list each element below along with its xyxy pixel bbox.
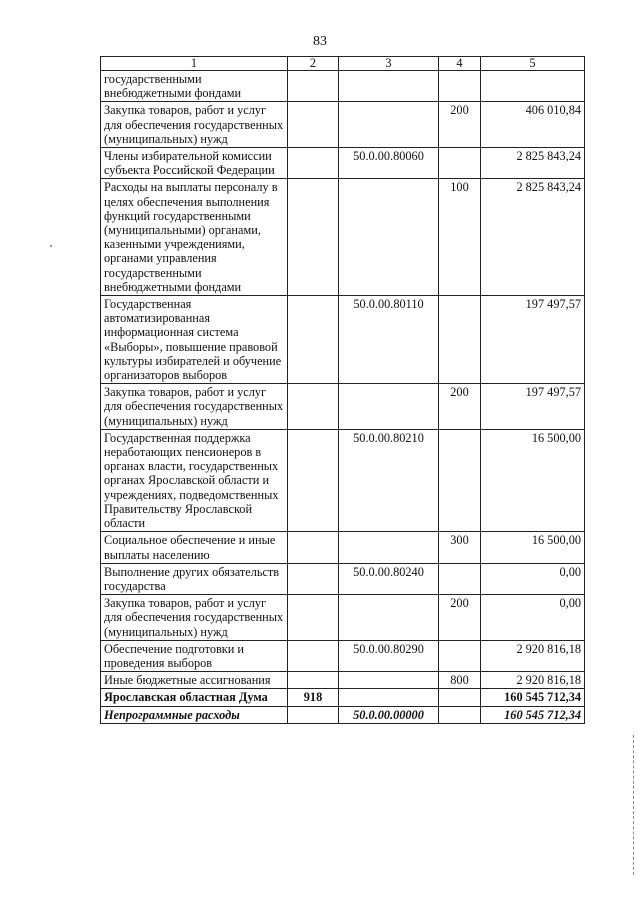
row-amount-cell: 2 920 816,18 [481, 672, 585, 689]
table-row [101, 71, 585, 102]
row-amount-cell: 2 825 843,24 [481, 179, 585, 296]
row-amount-cell: 0,00 [481, 563, 585, 594]
row-amount-cell: 406 010,84 [481, 102, 585, 148]
row-expense-type-cell [439, 706, 481, 723]
scan-edge-mark [631, 735, 634, 875]
row-amount-cell [481, 71, 585, 102]
row-amount-cell: 197 497,57 [481, 384, 585, 430]
budget-table [100, 56, 585, 724]
row-target-article-cell [339, 689, 439, 706]
row-target-article-cell: 50.0.00.00000 [339, 706, 439, 723]
row-target-article-cell [339, 102, 439, 148]
column-header-3: 3 [339, 57, 439, 71]
row-target-article-cell: 50.0.00.80290 [339, 640, 439, 671]
row-name-cell: Ярославская областная Дума [101, 689, 288, 706]
row-target-article-cell: 50.0.00.80210 [339, 429, 439, 531]
row-target-article-cell [339, 532, 439, 563]
row-amount-cell: 160 545 712,34 [481, 689, 585, 706]
row-expense-type-cell: 300 [439, 532, 481, 563]
row-department-code-cell [288, 532, 339, 563]
row-department-code-cell [288, 672, 339, 689]
table-row [101, 595, 585, 641]
row-amount-cell: 16 500,00 [481, 532, 585, 563]
row-expense-type-cell [439, 148, 481, 179]
row-target-article-cell: 50.0.00.80110 [339, 296, 439, 384]
row-department-code-cell: 918 [288, 689, 339, 706]
table-row [101, 706, 585, 723]
row-name-cell: Государственная поддержка неработающих пенсионеров в органах власти, государственных органах Ярославской области и учреждениях, подведомственных Правительству Ярославской области [101, 429, 288, 531]
row-name-cell: Иные бюджетные ассигнования [101, 672, 288, 689]
row-expense-type-cell: 200 [439, 384, 481, 430]
row-name-cell: Расходы на выплаты персоналу в целях обеспечения выполнения функций государственными (муниципальными) органами, казенными учреждениями, органами управления государственными внебюджетными фондами [101, 179, 288, 296]
row-expense-type-cell [439, 640, 481, 671]
row-department-code-cell [288, 71, 339, 102]
table-row [101, 148, 585, 179]
row-expense-type-cell: 200 [439, 102, 481, 148]
column-header-5: 5 [481, 57, 585, 71]
column-header-4: 4 [439, 57, 481, 71]
row-department-code-cell [288, 640, 339, 671]
row-target-article-cell [339, 384, 439, 430]
row-department-code-cell [288, 706, 339, 723]
row-amount-cell: 0,00 [481, 595, 585, 641]
row-expense-type-cell: 200 [439, 595, 481, 641]
header-row [101, 57, 585, 71]
row-department-code-cell [288, 148, 339, 179]
row-amount-cell: 160 545 712,34 [481, 706, 585, 723]
row-target-article-cell [339, 672, 439, 689]
row-department-code-cell [288, 102, 339, 148]
row-expense-type-cell [439, 563, 481, 594]
row-department-code-cell [288, 595, 339, 641]
row-amount-cell: 2 825 843,24 [481, 148, 585, 179]
row-name-cell: Обеспечение подготовки и проведения выборов [101, 640, 288, 671]
row-department-code-cell [288, 384, 339, 430]
row-target-article-cell [339, 71, 439, 102]
row-target-article-cell: 50.0.00.80060 [339, 148, 439, 179]
row-name-cell: Члены избирательной комиссии субъекта Российской Федерации [101, 148, 288, 179]
table-row [101, 429, 585, 531]
row-amount-cell: 2 920 816,18 [481, 640, 585, 671]
row-name-cell: Закупка товаров, работ и услуг для обеспечения государственных (муниципальных) нужд [101, 595, 288, 641]
row-amount-cell: 197 497,57 [481, 296, 585, 384]
row-department-code-cell [288, 179, 339, 296]
row-expense-type-cell [439, 689, 481, 706]
row-expense-type-cell: 800 [439, 672, 481, 689]
table-row [101, 689, 585, 706]
row-target-article-cell: 50.0.00.80240 [339, 563, 439, 594]
row-name-cell: Закупка товаров, работ и услуг для обеспечения государственных (муниципальных) нужд [101, 102, 288, 148]
table-row [101, 296, 585, 384]
table-row [101, 384, 585, 430]
scan-speck [50, 245, 52, 247]
row-expense-type-cell [439, 296, 481, 384]
row-department-code-cell [288, 429, 339, 531]
row-name-cell: государственными внебюджетными фондами [101, 71, 288, 102]
row-department-code-cell [288, 296, 339, 384]
table-row [101, 563, 585, 594]
column-header-1: 1 [101, 57, 288, 71]
row-amount-cell: 16 500,00 [481, 429, 585, 531]
column-header-2: 2 [288, 57, 339, 71]
row-expense-type-cell: 100 [439, 179, 481, 296]
table-row [101, 179, 585, 296]
table-body [101, 71, 585, 724]
row-name-cell: Социальное обеспечение и иные выплаты населению [101, 532, 288, 563]
row-department-code-cell [288, 563, 339, 594]
table-row [101, 640, 585, 671]
row-expense-type-cell [439, 71, 481, 102]
table-row [101, 532, 585, 563]
row-expense-type-cell [439, 429, 481, 531]
row-name-cell: Государственная автоматизированная информационная система «Выборы», повышение правовой культуры избирателей и обучение организаторов выборов [101, 296, 288, 384]
table-row [101, 102, 585, 148]
page-number: 83 [313, 34, 327, 49]
table-row [101, 672, 585, 689]
row-name-cell: Закупка товаров, работ и услуг для обеспечения государственных (муниципальных) нужд [101, 384, 288, 430]
row-name-cell: Выполнение других обязательств государства [101, 563, 288, 594]
row-name-cell: Непрограммные расходы [101, 706, 288, 723]
row-target-article-cell [339, 179, 439, 296]
row-target-article-cell [339, 595, 439, 641]
